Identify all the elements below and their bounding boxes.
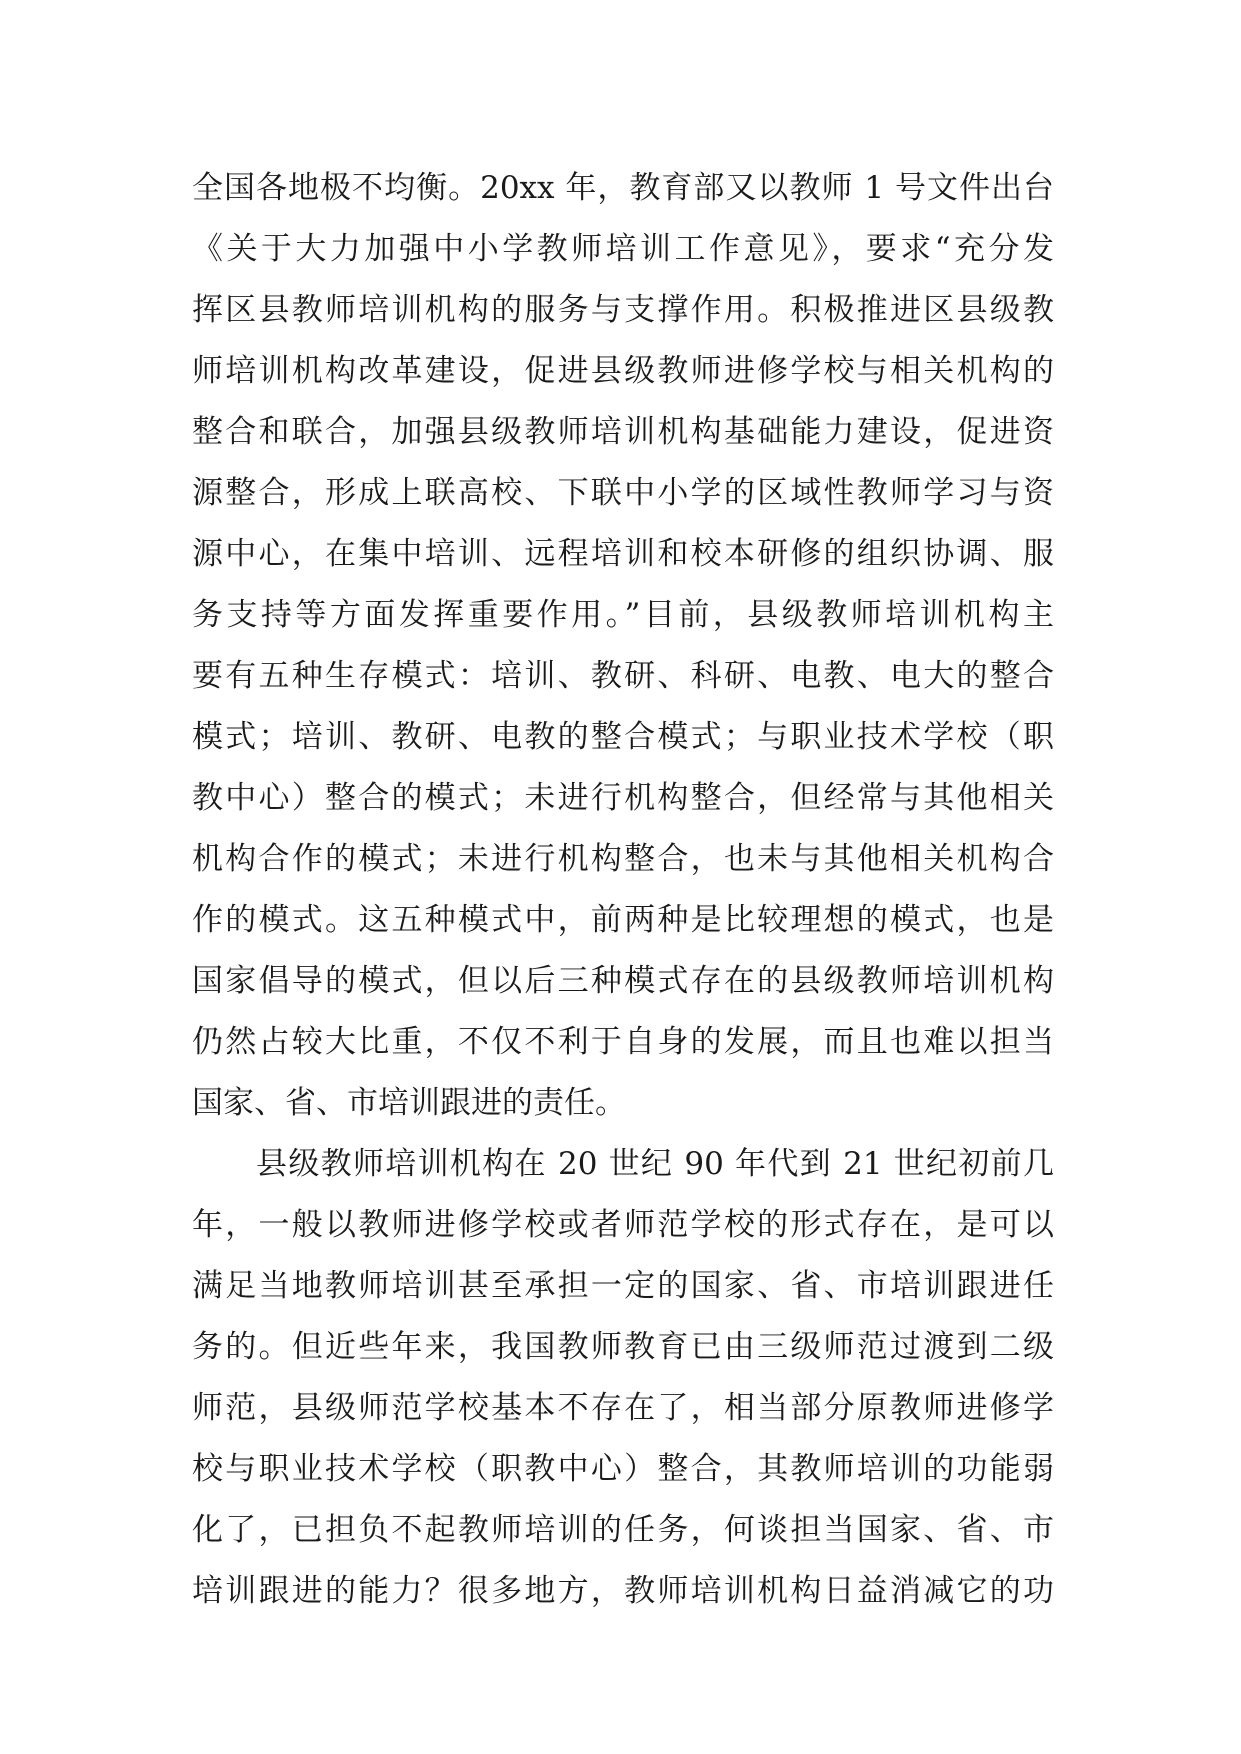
paragraph-1-line-16: 国家、省、市培训跟进的责任。 <box>192 1085 626 1121</box>
paragraph-1-line-4: 师培训机构改革建设，促进县级教师进修学校与相关机构的 <box>192 353 1054 389</box>
paragraph-1-line-14: 国家倡导的模式，但以后三种模式存在的县级教师培训机构 <box>192 963 1054 999</box>
paragraph-1-line-3: 挥区县教师培训机构的服务与支撑作用。积极推进区县级教 <box>192 292 1054 328</box>
paragraph-1-line-10: 模式；培训、教研、电教的整合模式；与职业技术学校（职 <box>192 719 1054 755</box>
paragraph-1-line-6: 源整合，形成上联高校、下联中小学的区域性教师学习与资 <box>192 475 1054 511</box>
body-text <box>192 158 1054 1622</box>
paragraph-1-line-2: 《关于大力加强中小学教师培训工作意见》，要求“充分发 <box>192 231 1054 267</box>
paragraph-2-line-2: 年，一般以教师进修学校或者师范学校的形式存在，是可以 <box>192 1207 1054 1243</box>
paragraph-2-line-6: 校与职业技术学校（职教中心）整合，其教师培训的功能弱 <box>192 1451 1054 1487</box>
paragraph-1-line-12: 机构合作的模式；未进行机构整合，也未与其他相关机构合 <box>192 841 1054 877</box>
paragraph-2-line-1: 县级教师培训机构在 20 世纪 90 年代到 21 世纪初前几 <box>256 1146 1054 1182</box>
paragraph-2-line-4: 务的。但近些年来，我国教师教育已由三级师范过渡到二级 <box>192 1329 1054 1365</box>
paragraph-1-line-11: 教中心）整合的模式；未进行机构整合，但经常与其他相关 <box>192 780 1054 816</box>
paragraph-2-line-8: 培训跟进的能力？很多地方，教师培训机构日益消减它的功 <box>192 1573 1054 1609</box>
paragraph-1-line-8: 务支持等方面发挥重要作用。”目前，县级教师培训机构主 <box>192 597 1054 633</box>
paragraph-2-line-5: 师范，县级师范学校基本不存在了，相当部分原教师进修学 <box>192 1390 1054 1426</box>
paragraph-1-line-13: 作的模式。这五种模式中，前两种是比较理想的模式，也是 <box>192 902 1054 938</box>
paragraph-1-line-5: 整合和联合，加强县级教师培训机构基础能力建设，促进资 <box>192 414 1054 450</box>
paragraph-1-line-1: 全国各地极不均衡。20xx 年，教育部又以教师 1 号文件出台 <box>192 170 1054 206</box>
paragraph-2-line-3: 满足当地教师培训甚至承担一定的国家、省、市培训跟进任 <box>192 1268 1054 1304</box>
paragraph-1-line-9: 要有五种生存模式：培训、教研、科研、电教、电大的整合 <box>192 658 1054 694</box>
paragraph-1-line-15: 仍然占较大比重，不仅不利于自身的发展，而且也难以担当 <box>192 1024 1054 1060</box>
paragraph-1-line-7: 源中心，在集中培训、远程培训和校本研修的组织协调、服 <box>192 536 1054 572</box>
paragraph-2-line-7: 化了，已担负不起教师培训的任务，何谈担当国家、省、市 <box>192 1512 1054 1548</box>
